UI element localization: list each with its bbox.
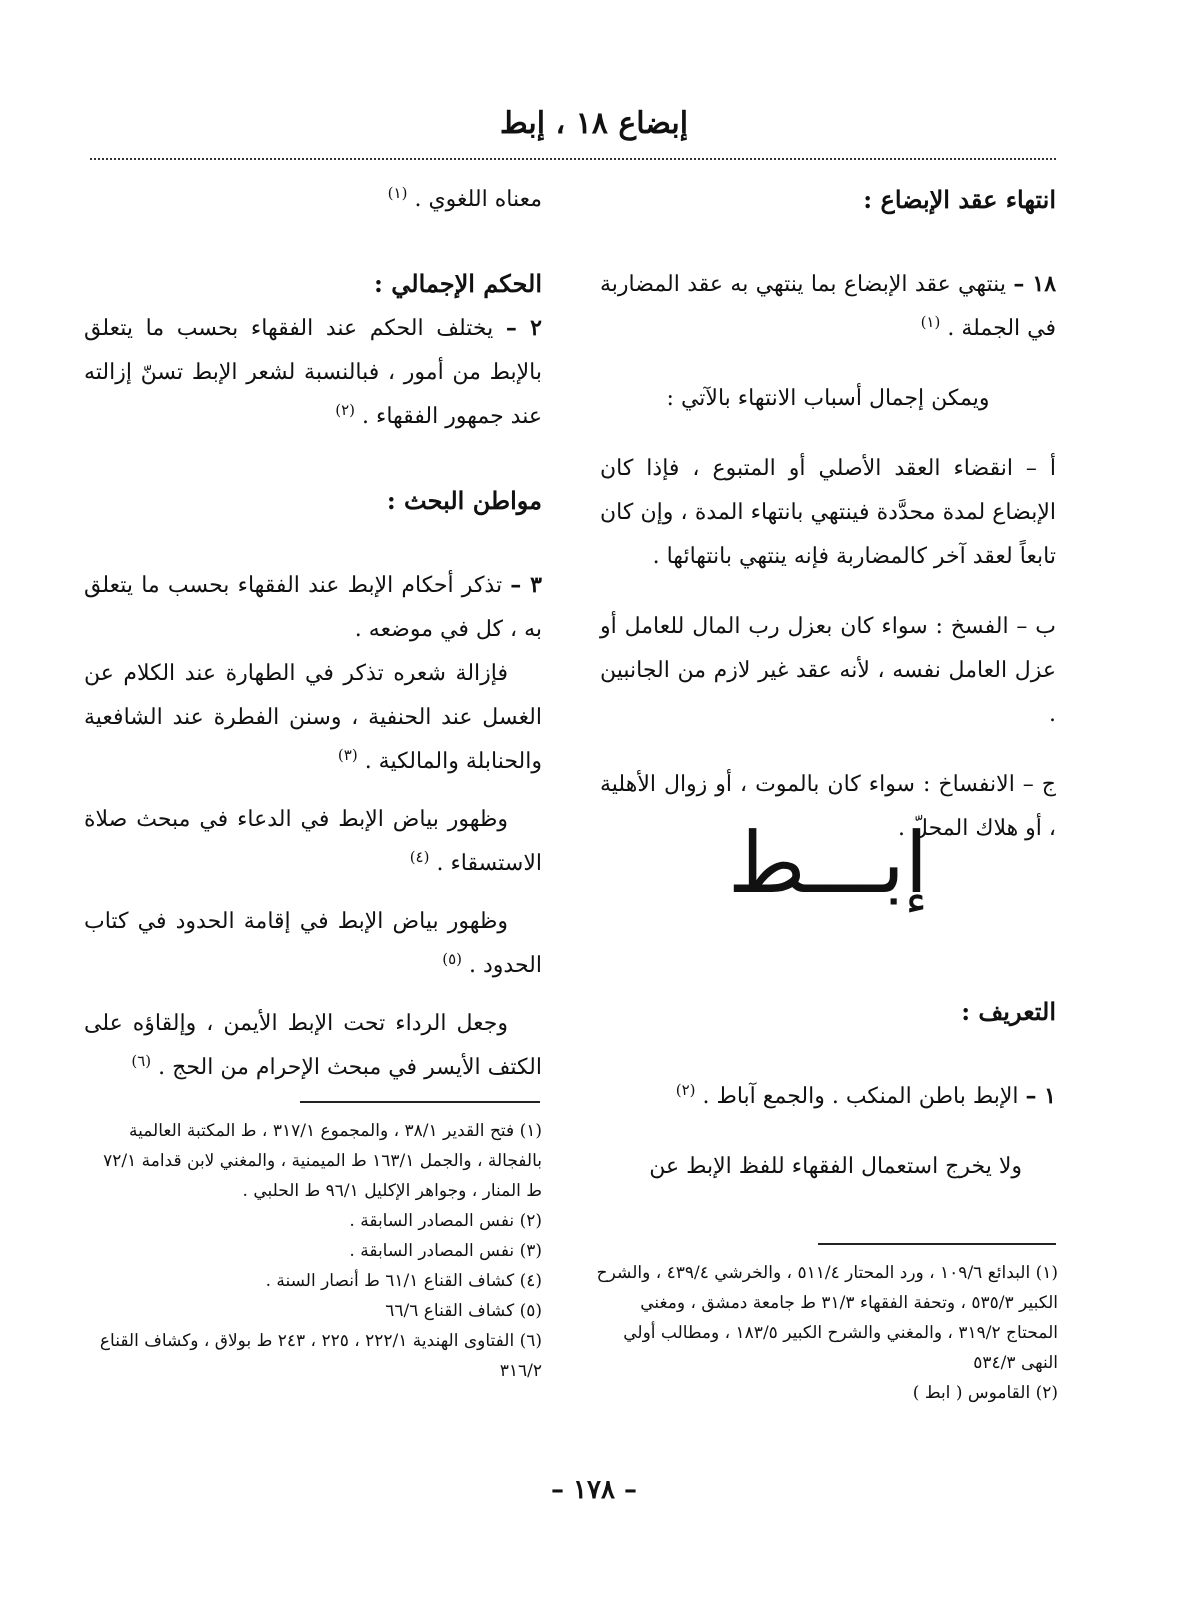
footnote-ref: (٦) (131, 1052, 152, 1070)
page-number: – ١٧٨ – (550, 1475, 638, 1505)
paragraph-3-a (84, 652, 542, 784)
paragraph-3-c-text: وظهور بياض الإبط في إقامة الحدود في كتاب الحدود . (84, 909, 542, 978)
footnote-ref: (٢) (335, 401, 355, 419)
footnote-ref: (٣) (337, 746, 358, 764)
heading-research-places: مواطن البحث : (386, 486, 542, 515)
paragraph-3-b (84, 798, 542, 886)
heading-end-of-contract: انتهاء عقد الإبضاع : (863, 185, 1056, 214)
left-continuation-text: معناه اللغوي . (414, 187, 542, 212)
paragraph-1 (600, 1074, 1056, 1119)
footnote-ref: (٢) (675, 1081, 696, 1099)
footnote-left-6: (٦) الفتاوى الهندية ٢٢٢/١ ، ٢٢٥ ، ٢٤٣ ط بولاق ، وكشاف القناع ٣١٦/٢ (99, 1331, 542, 1381)
footnote-left-3: (٣) نفس المصادر السابقة . (349, 1241, 542, 1261)
footnotes-left (84, 1116, 542, 1386)
entry-title-calligraphy (600, 812, 1056, 922)
footnote-left-5: (٥) كشاف القناع ٦٦/٦ (385, 1301, 542, 1321)
causes-intro: ويمكن إجمال أسباب الانتهاء بالآتي : (666, 386, 990, 411)
cause-a: أ – انقضاء العقد الأصلي أو المتبوع ، فإذا كان الإبضاع لمدة محدَّدة فينتهي بانتهاء المدة ، وإن كان تابعاً لعقد آخر كالمضاربة فإنه ينتهي بانتهائها . (600, 456, 1056, 569)
paragraph-number-1: ١ – (1025, 1083, 1056, 1109)
footnote-left-2: (٢) نفس المصادر السابقة . (349, 1211, 542, 1231)
entry-title-text: إبـــط (727, 814, 929, 912)
paragraph-18-text: ينتهي عقد الإبضاع بما ينتهي به عقد المضاربة في الجملة . (600, 272, 1056, 341)
page-header-title: إبضاع ١٨ ، إبط (499, 106, 689, 141)
header-dotted-rule (90, 158, 1056, 160)
paragraph-number-18: ١٨ – (1013, 271, 1057, 297)
paragraph-3 (84, 563, 542, 652)
footnote-rule-right (818, 1243, 1056, 1245)
paragraph-3-text: تذكر أحكام الإبط عند الفقهاء بحسب ما يتعلق به ، كل في موضعه . (84, 573, 542, 642)
heading-definition: التعريف : (961, 997, 1056, 1026)
paragraph-18 (600, 262, 1056, 351)
paragraph-number-3: ٣ – (510, 572, 542, 598)
paragraph-2-text: يختلف الحكم عند الفقهاء بحسب ما يتعلق بالإبط من أمور ، فبالنسبة لشعر الإبط تسنّ إزالته عند جمهور الفقهاء . (84, 316, 542, 429)
footnote-right-2: (٢) القاموس ( ابط ) (912, 1383, 1058, 1403)
left-column (84, 178, 542, 1090)
paragraph-3-b-text: وظهور بياض الإبط في الدعاء في مبحث صلاة الاستسقاء . (84, 807, 542, 876)
paragraph-3-d (84, 1002, 542, 1090)
cause-b: ب – الفسخ : سواء كان بعزل رب المال للعامل أو عزل العامل نفسه ، لأنه عقد غير لازم من الجانبين . (600, 614, 1056, 727)
footnote-ref: (٥) (442, 950, 463, 968)
paragraph-number-2: ٢ – (505, 315, 542, 341)
footnote-rule-left (300, 1101, 540, 1103)
paragraph-3-d-text: وجعل الرداء تحت الإبط الأيمن ، وإلقاؤه على الكتف الأيسر في مبحث الإحرام من الحج . (84, 1011, 542, 1080)
footnote-ref: (٤) (409, 848, 430, 866)
paragraph-1-continued: ولا يخرج استعمال الفقهاء للفظ الإبط عن (649, 1154, 1022, 1179)
footnote-right-1: (١) البدائع ١٠٩/٦ ، ورد المحتار ٥١١/٤ ، والخرشي ٤٣٩/٤ ، والشرح الكبير ٥٣٥/٣ ، وتحفة الفقهاء ٣١/٣ ط جامعة دمشق ، ومغني المحتاج ٣١٩/٢ ، والمغني والشرح الكبير ١٨٣/٥ ، ومطالب أولي النهى ٥٣٤/٣ (596, 1263, 1058, 1373)
footnote-left-4: (٤) كشاف القناع ٦١/١ ط أنصار السنة . (265, 1271, 542, 1291)
paragraph-2 (84, 306, 542, 439)
footnote-ref: (١) (387, 184, 408, 202)
left-continuation (84, 178, 542, 222)
footnotes-right (596, 1258, 1058, 1408)
cause-c: ج – الانفساخ : سواء كان بالموت ، أو زوال الأهلية ، أو هلاك المحلّ . (600, 772, 1056, 841)
right-column (600, 178, 1056, 851)
footnote-left-1: (١) فتح القدير ٣٨/١ ، والمجموع ٣١٧/١ ، ط المكتبة العالمية بالفجالة ، والجمل ١٦٣/١ ط الميمنية ، والمغني لابن قدامة ٧٢/١ ط المنار ، وجواهر الإكليل ٩٦/١ ط الحلبي . (103, 1121, 542, 1201)
right-column-lower (600, 990, 1056, 1189)
paragraph-3-c (84, 900, 542, 988)
footnote-ref: (١) (920, 313, 941, 331)
paragraph-3-a-text: فإزالة شعره تذكر في الطهارة عند الكلام عن الغسل عند الحنفية ، وسنن الفطرة عند الشافعية والحنابلة والمالكية . (84, 661, 542, 774)
entry-title-svg (600, 812, 1056, 922)
paragraph-1-text: الإبط باطن المنكب . والجمع آباط . (702, 1084, 1019, 1109)
heading-general-ruling: الحكم الإجمالي : (374, 269, 542, 298)
